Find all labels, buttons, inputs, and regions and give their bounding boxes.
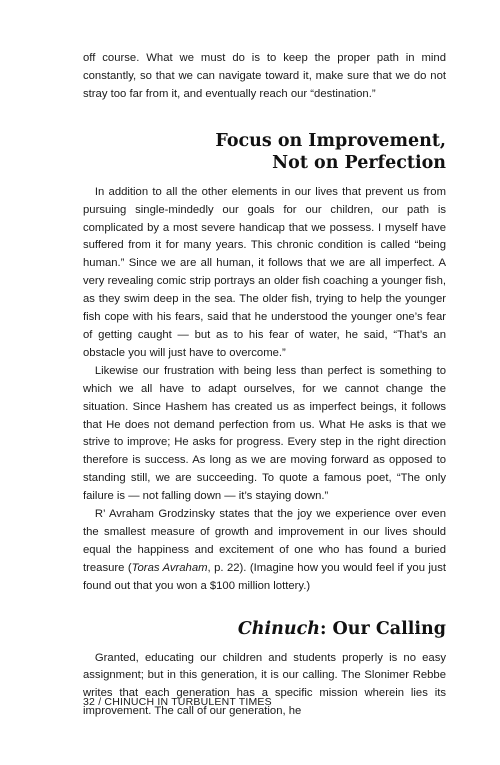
section-heading-calling [83, 618, 446, 640]
section-heading-improvement [83, 130, 446, 174]
book-title: Toras Avraham [131, 561, 208, 574]
page-footer: 32 / CHINUCH IN TURBULENT TIMES [83, 696, 272, 708]
paragraph-grodzinsky [83, 506, 446, 596]
paragraph-granted: Granted, educating our children and students properly is no easy assignment; but in this generation, it is our calling. The Slonimer Rebbe writes that each generation has a specific mission wherein lies its improvement. The call of our generation, he [83, 651, 446, 718]
heading-calling-rest: : Our Calling [319, 618, 446, 639]
heading-line-2: Not on Perfection [272, 152, 446, 173]
heading-line-1: Focus on Improvement, [215, 130, 446, 151]
continuation-paragraph: off course. What we must do is to keep the proper path in mind constantly, so that we can navigate toward it, make sure that we do not stray too far from it, and eventually reach our “destination.” [83, 52, 446, 100]
paragraph-imperfection: Likewise our frustration with being less than perfect is something to which we all have to adapt ourselves, for we cannot change the situation. Since Hashem has created us as imperfect beings, it follows that He does not demand perfection from us. What He asks is that we strive to improve; He asks for progress. Every step in the right direction therefore is success. As long as we are moving forward as opposed to standing still, we are succeeding. To quote a famous poet, “The only failure is — not falling down — it’s staying down.” [83, 364, 446, 503]
paragraph-being-human: In addition to all the other elements in our lives that prevent us from pursuing single-mindedly our goals for our children, our path is complicated by a most severe handicap that we possess. I myself have suffered from it for many years. This chronic condition is called “being human.” Since we are all human, it follows that we are all imperfect. A very revealing comic strip portrays an older fish coaching a younger fish, as they swim deep in the sea. The older fish, trying to help the younger fish cope with his fears, said that he understood the younger one’s fear of getting caught — but as to his fear of water, he said, “That’s an obstacle you will just have to overcome.” [83, 185, 446, 359]
page-body [83, 50, 446, 721]
paragraph-grodzinsky-text-a: R’ Avraham Grodzinsky states that the joy we experience over even the smallest measure of growth and improvement in our lives should equal the happiness and excitement of one who has found a buried treasure ( [83, 508, 446, 574]
paragraph-grodzinsky-text-b: , p. 22). (Imagine how you would feel if you just found out that you won a $100 million lottery.) [83, 561, 446, 592]
heading-chinuch: Chinuch [237, 618, 320, 639]
